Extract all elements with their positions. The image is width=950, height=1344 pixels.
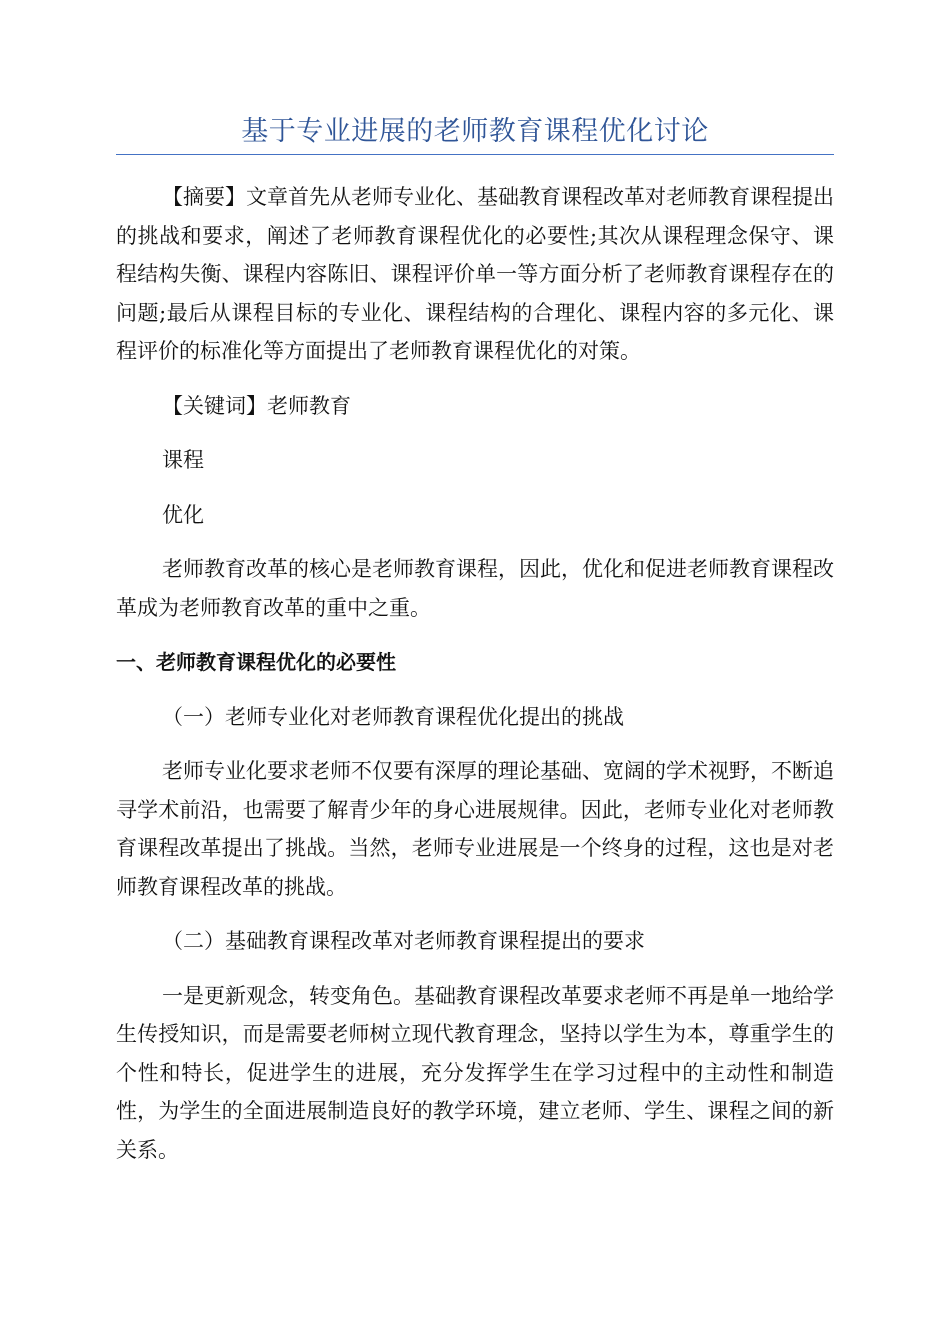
subsection-heading: （一）老师专业化对老师教育课程优化提出的挑战	[162, 704, 624, 729]
keywords-line: 【关键词】老师教育	[162, 393, 351, 418]
body-paragraph: 老师专业化要求老师不仅要有深厚的理论基础、宽阔的学术视野，不断追寻学术前沿，也需要了解青少年的身心进展规律。因此，老师专业化对老师教育课程改革提出了挑战。当然，老师专业进展是一个终身的过程，这也是对老师教育课程改革的挑战。	[116, 759, 834, 899]
subsection-heading: （二）基础教育课程改革对老师教育课程提出的要求	[162, 929, 645, 953]
keyword-item: 优化	[162, 502, 204, 527]
keyword-item: 课程	[162, 448, 204, 472]
document-body	[116, 178, 834, 1185]
body-paragraph: 一是更新观念，转变角色。基础教育课程改革要求老师不再是单一地给学生传授知识，而是需要老师树立现代教育理念，坚持以学生为本，尊重学生的个性和特长，促进学生的进展，充分发挥学生在学习过程中的主动性和制造性，为学生的全面进展制造良好的教学环境，建立老师、学生、课程之间的新关系。	[116, 983, 834, 1162]
intro-paragraph: 老师教育改革的核心是老师教育课程，因此，优化和促进老师教育课程改革成为老师教育改革的重中之重。	[116, 557, 834, 620]
page-title: 基于专业进展的老师教育课程优化讨论	[241, 116, 709, 147]
abstract-paragraph: 【摘要】文章首先从老师专业化、基础教育课程改革对老师教育课程提出的挑战和要求，阐述了老师教育课程优化的必要性;其次从课程理念保守、课程结构失衡、课程内容陈旧、课程评价单一等方面分析了老师教育课程存在的问题;最后从课程目标的专业化、课程结构的合理化、课程内容的多元化、课程评价的标准化等方面提出了老师教育课程优化的对策。	[116, 185, 834, 363]
title-underline	[116, 154, 834, 155]
section-heading: 一、老师教育课程优化的必要性	[116, 650, 396, 674]
